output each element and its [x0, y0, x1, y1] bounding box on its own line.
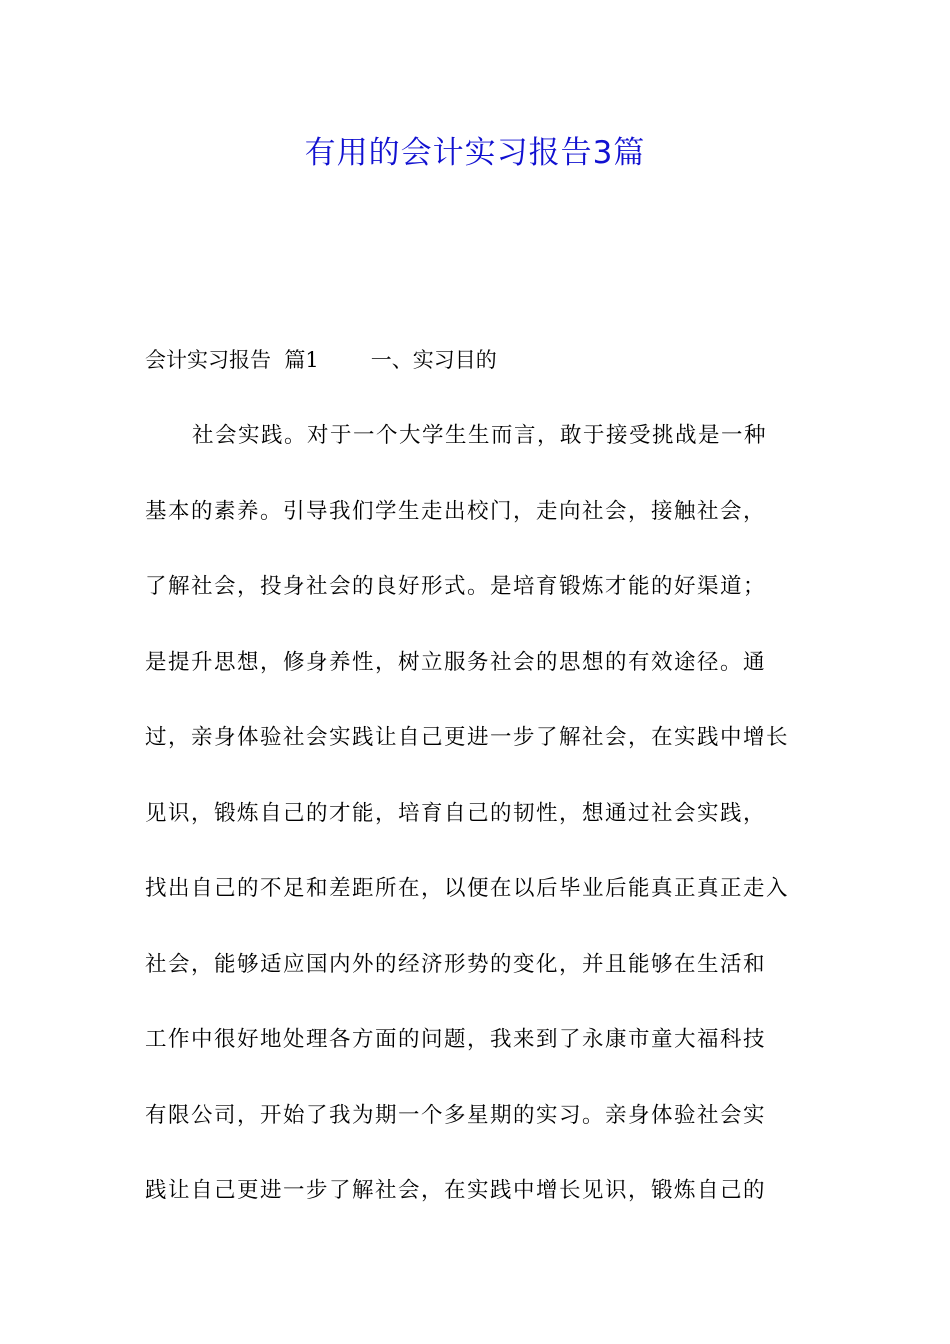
body-line: 有限公司，开始了我为期一个多星期的实习。亲身体验社会实: [145, 1102, 767, 1128]
body-line: 基本的素养。引导我们学生走出校门，走向社会，接触社会，: [145, 498, 767, 524]
body-line: 社会实践。对于一个大学生生而言，敢于接受挑战是一种: [192, 423, 768, 448]
body-line: 是提升思想，修身养性，树立服务社会的思想的有效途径。通: [145, 649, 767, 675]
document-title: 有用的会计实习报告3篇: [304, 135, 646, 171]
section-heading: 一、实习目的: [370, 348, 497, 372]
body-line: 找出自己的不足和差距所在，以便在以后毕业后能真正真正走入: [145, 876, 790, 901]
body-line: 见识，锻炼自己的才能，培育自己的韧性，想通过社会实践，: [145, 800, 767, 826]
section-heading-row: [145, 342, 497, 378]
body-text: [145, 418, 810, 1249]
body-line: 工作中很好地处理各方面的问题，我来到了永康市童大福科技: [145, 1027, 767, 1052]
body-line: 过，亲身体验社会实践让自己更进一步了解社会，在实践中增长: [145, 725, 790, 750]
body-line: 践让自己更进一步了解社会，在实践中增长见识，锻炼自己的: [145, 1178, 767, 1203]
section-label: 会计实习报告 篇1: [145, 348, 319, 372]
body-line: 社会，能够适应国内外的经济形势的变化，并且能够在生活和: [145, 951, 767, 977]
body-line: 了解社会，投身社会的良好形式。是培育锻炼才能的好渠道；: [145, 574, 767, 599]
